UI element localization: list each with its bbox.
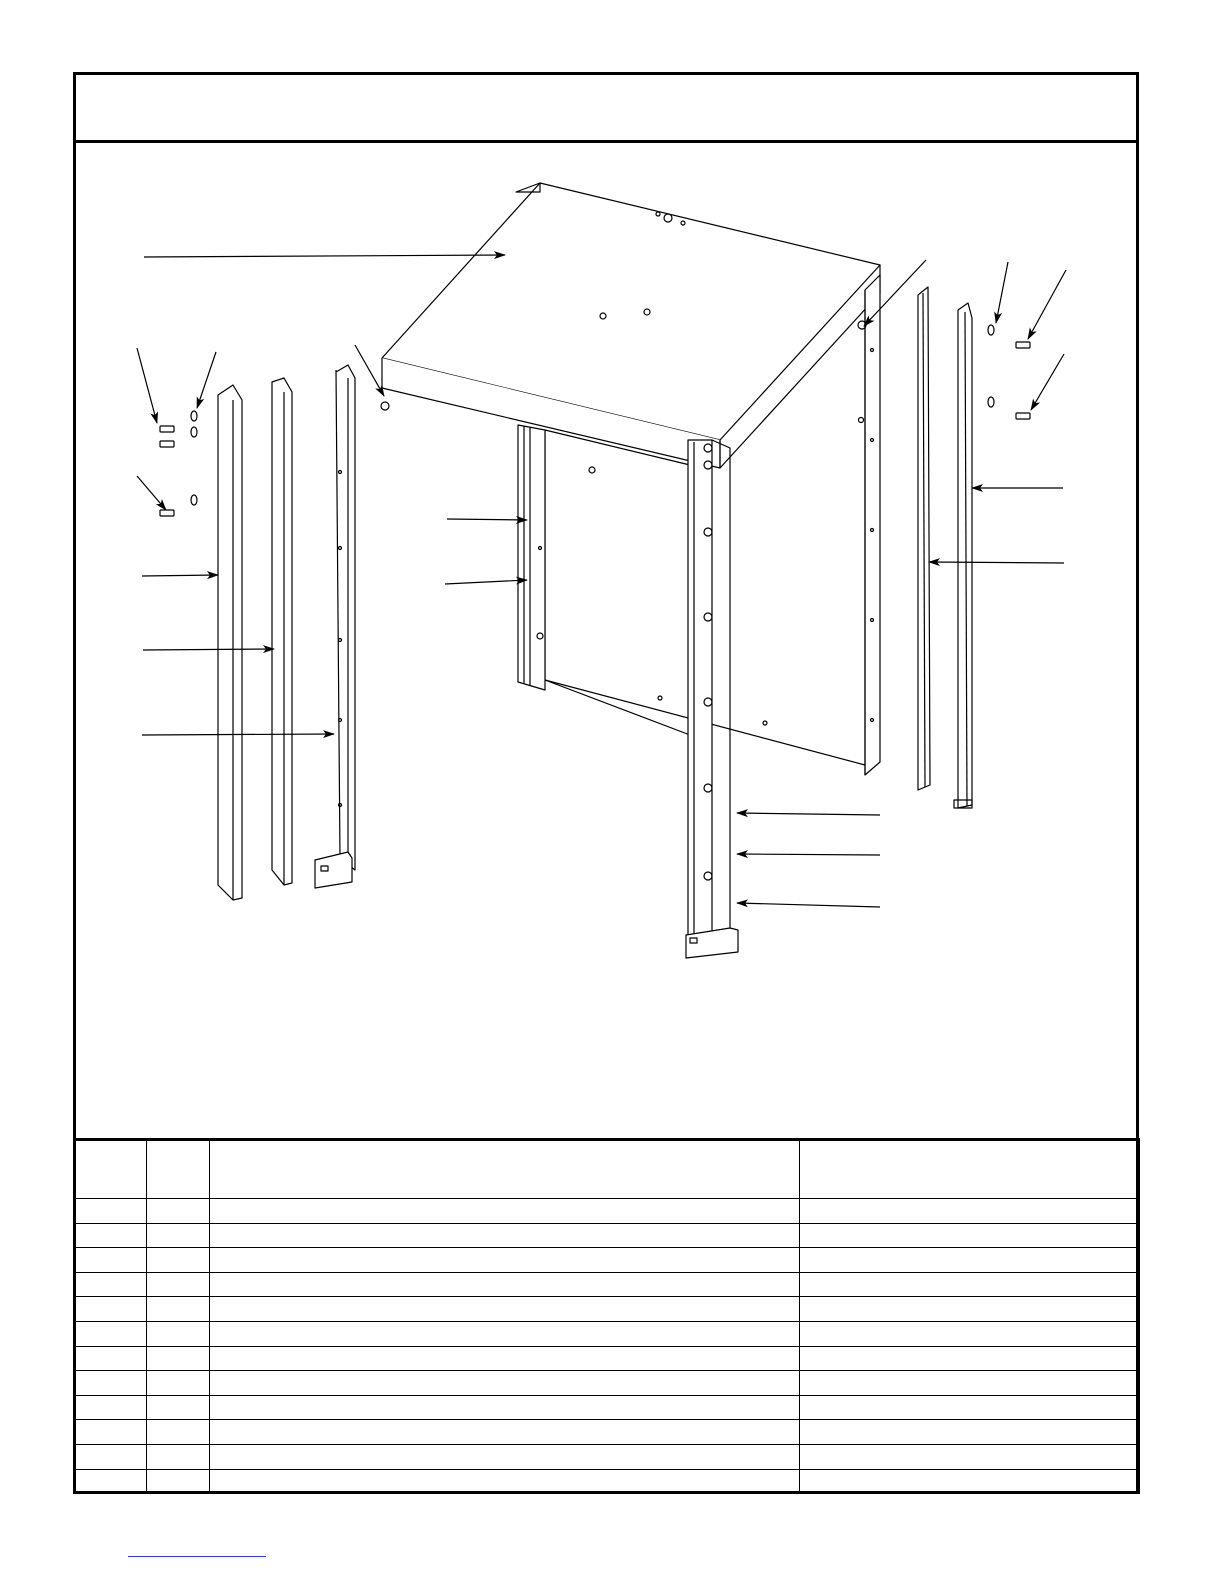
table-cell xyxy=(210,1346,800,1371)
table-cell xyxy=(74,1272,147,1297)
right-side-panel xyxy=(858,275,880,775)
table-cell xyxy=(147,1272,210,1297)
table-row xyxy=(74,1469,1140,1494)
fastener-group-right xyxy=(988,325,1030,419)
table-cell xyxy=(147,1346,210,1371)
table-cell xyxy=(800,1371,1140,1396)
table-cell xyxy=(800,1469,1140,1494)
table-row xyxy=(74,1321,1140,1346)
rear-left-upright xyxy=(518,425,545,690)
table-cell xyxy=(800,1199,1140,1224)
table-cell xyxy=(147,1297,210,1322)
table-cell xyxy=(210,1395,800,1420)
table-cell xyxy=(800,1248,1140,1273)
header-qty xyxy=(147,1140,210,1199)
table-cell xyxy=(74,1199,147,1224)
table-row xyxy=(74,1346,1140,1371)
table-cell xyxy=(800,1223,1140,1248)
right-rail-2 xyxy=(954,303,972,808)
table-cell xyxy=(147,1469,210,1494)
header-part-number xyxy=(800,1140,1140,1199)
table-cell xyxy=(800,1444,1140,1469)
table-row xyxy=(74,1444,1140,1469)
table-cell xyxy=(74,1395,147,1420)
table-cell xyxy=(74,1297,147,1322)
table-cell xyxy=(210,1199,800,1224)
table-cell xyxy=(147,1395,210,1420)
table-row xyxy=(74,1248,1140,1273)
fastener-group-left xyxy=(160,411,197,516)
table-cell xyxy=(147,1371,210,1396)
table-cell xyxy=(800,1395,1140,1420)
table-cell xyxy=(800,1297,1140,1322)
table-row xyxy=(74,1199,1140,1224)
table-cell xyxy=(74,1469,147,1494)
table-cell xyxy=(74,1444,147,1469)
table-cell xyxy=(74,1321,147,1346)
table-cell xyxy=(210,1444,800,1469)
left-rail-2 xyxy=(272,378,292,885)
table-row xyxy=(74,1272,1140,1297)
left-rail-3 xyxy=(315,365,355,888)
table-header-row xyxy=(74,1140,1140,1199)
table-cell xyxy=(800,1321,1140,1346)
table-cell xyxy=(74,1420,147,1445)
table-cell xyxy=(147,1444,210,1469)
table-cell xyxy=(210,1321,800,1346)
table-cell xyxy=(74,1248,147,1273)
table-row xyxy=(74,1223,1140,1248)
header-item xyxy=(74,1140,147,1199)
table-cell xyxy=(74,1346,147,1371)
top-panel xyxy=(381,183,880,468)
table-cell xyxy=(147,1248,210,1273)
table-cell xyxy=(800,1346,1140,1371)
table-cell xyxy=(147,1321,210,1346)
table-cell xyxy=(210,1469,800,1494)
table-cell xyxy=(147,1420,210,1445)
front-right-upright xyxy=(686,440,738,958)
table-cell xyxy=(210,1297,800,1322)
table-cell xyxy=(210,1420,800,1445)
table-cell xyxy=(210,1272,800,1297)
table-row xyxy=(74,1420,1140,1445)
table-row xyxy=(74,1395,1140,1420)
table-cell xyxy=(147,1223,210,1248)
right-rail-1 xyxy=(918,287,930,790)
parts-list-table xyxy=(73,1138,1140,1494)
table-cell xyxy=(74,1223,147,1248)
table-cell xyxy=(74,1371,147,1396)
table-cell xyxy=(800,1272,1140,1297)
table-row xyxy=(74,1297,1140,1322)
table-cell xyxy=(210,1223,800,1248)
left-rail-1 xyxy=(218,385,242,900)
table-cell xyxy=(210,1371,800,1396)
header-description xyxy=(210,1140,800,1199)
table-cell xyxy=(210,1248,800,1273)
table-cell xyxy=(800,1420,1140,1445)
footer-link-underline[interactable] xyxy=(128,1556,266,1557)
table-row xyxy=(74,1371,1140,1396)
table-cell xyxy=(147,1199,210,1224)
